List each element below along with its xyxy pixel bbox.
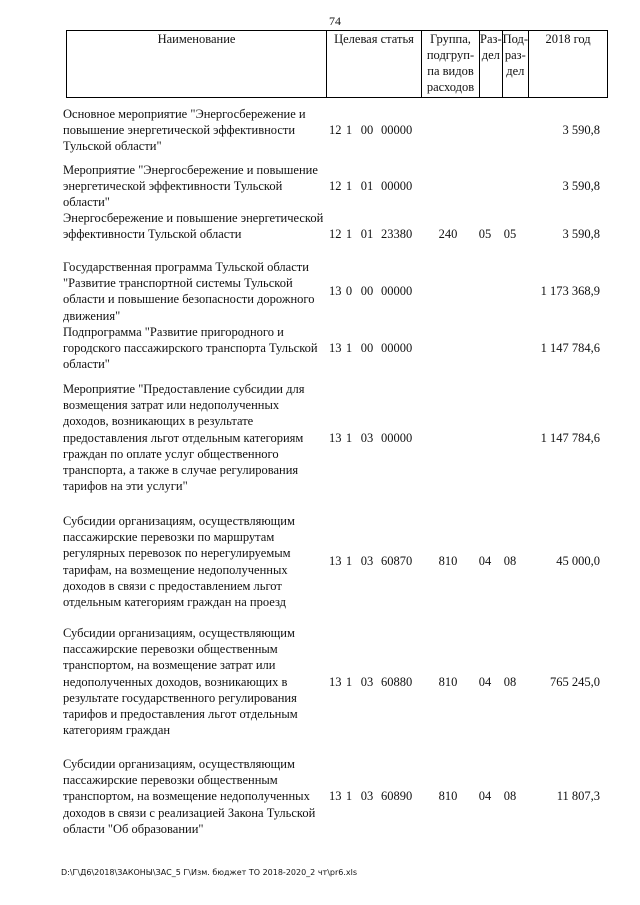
target-code-event: 01 [360, 179, 374, 193]
section-code: 04 [478, 675, 492, 689]
table-row [63, 756, 603, 841]
table-row [63, 106, 603, 156]
target-code-event: 00 [360, 284, 374, 298]
expense-group: 810 [438, 554, 458, 568]
target-code-direction: 00000 [381, 431, 413, 445]
amount: 45 000,0 [556, 554, 600, 568]
amount: 1 173 368,9 [540, 284, 600, 298]
target-code-program: 13 [329, 341, 342, 355]
target-code-subprogram: 1 [345, 123, 353, 137]
amount: 3 590,8 [562, 227, 600, 241]
target-code-event: 03 [360, 789, 374, 803]
expense-group: 810 [438, 789, 458, 803]
header-target-article: Целевая статья [327, 31, 422, 98]
amount: 1 147 784,6 [540, 341, 600, 355]
header-year: 2018 год [529, 31, 608, 98]
header-expense-group: Группа, подгруп- па видов расходов [422, 31, 480, 98]
target-code-event: 03 [360, 431, 374, 445]
file-path-footer: D:\Г\Д6\2018\ЗАКОНЫ\ЗАС_5 Г\Изм. бюджет ТО 2018-2020_2 чт\pr6.xls [61, 868, 358, 877]
target-code-direction: 23380 [381, 227, 413, 241]
target-code-direction: 60890 [381, 789, 413, 803]
target-code-direction: 60880 [381, 675, 413, 689]
amount: 765 245,0 [550, 675, 600, 689]
row-name: Энергосбережение и повышение энергетической эффективности Тульской области [63, 211, 324, 242]
target-code-subprogram: 1 [345, 789, 353, 803]
target-code-program: 13 [329, 284, 342, 298]
target-code-direction: 60870 [381, 554, 413, 568]
row-name: Государственная программа Тульской области "Развитие транспортной системы Тульской области и повышение безопасности дорожного движения" [63, 260, 315, 323]
table-row [63, 324, 603, 374]
table-row [63, 162, 603, 212]
subsection-code: 08 [503, 789, 517, 803]
header-section: Раз- дел [480, 31, 503, 98]
expense-group: 240 [438, 227, 458, 241]
subsection-code: 05 [503, 227, 517, 241]
page-number: 74 [329, 14, 341, 28]
expense-group: 810 [438, 675, 458, 689]
amount: 3 590,8 [562, 123, 600, 137]
table-row [63, 210, 603, 260]
subsection-code: 08 [503, 554, 517, 568]
target-code-event: 00 [360, 123, 374, 137]
target-code-direction: 00000 [381, 341, 413, 355]
target-code-subprogram: 1 [345, 431, 353, 445]
target-code-direction: 00000 [381, 179, 413, 193]
header-subsection: Под- раз- дел [502, 31, 528, 98]
row-name: Субсидии организациям, осуществляющим пассажирские перевозки по маршрутам регулярных перевозок по нерегулируемым тарифам, на возмещение недополученных доходов в связи с предоставлением льгот отдельным категориям граждан на проезд [63, 514, 295, 610]
target-code-program: 13 [329, 675, 342, 689]
target-code-event: 03 [360, 554, 374, 568]
target-code-event: 03 [360, 675, 374, 689]
target-code-program: 13 [329, 431, 342, 445]
table-row [63, 259, 603, 325]
row-name: Субсидии организациям, осуществляющим пассажирские перевозки общественным транспортом, на возмещение недополученных доходов в связи с реализацией Закона Тульской области "Об образовании" [63, 757, 316, 836]
row-name: Субсидии организациям, осуществляющим пассажирские перевозки общественным транспортом, на возмещение затрат или недополученных доходов, возникающих в результате государственного регулирования тарифов и предоставления льгот отдельным категориям граждан [63, 626, 298, 738]
amount: 3 590,8 [562, 179, 600, 193]
row-name: Подпрограмма "Развитие пригородного и городского пассажирского транспорта Тульской области" [63, 325, 318, 372]
target-code-subprogram: 1 [345, 227, 353, 241]
target-code-event: 00 [360, 341, 374, 355]
target-code-program: 13 [329, 554, 342, 568]
target-code-subprogram: 1 [345, 554, 353, 568]
table-row [63, 381, 603, 496]
section-code: 05 [478, 227, 492, 241]
target-code-subprogram: 1 [345, 179, 353, 193]
section-code: 04 [478, 554, 492, 568]
header-name: Наименование [67, 31, 327, 98]
row-name: Основное мероприятие "Энергосбережение и повышение энергетической эффективности Тульской области" [63, 107, 306, 154]
amount: 11 807,3 [556, 789, 600, 803]
target-code-subprogram: 0 [345, 284, 353, 298]
row-name: Мероприятие "Энергосбережение и повышение энергетической эффективности Тульской области" [63, 163, 318, 210]
target-code-subprogram: 1 [345, 675, 353, 689]
section-code: 04 [478, 789, 492, 803]
row-name: Мероприятие "Предоставление субсидии для возмещения затрат или недополученных доходов, возникающих в результате предоставления льгот отдельным категориям граждан по оплате услуг общественного транспорта, а также в случае регулирования тарифов на эти услуги" [63, 382, 305, 494]
target-code-program: 12 [329, 227, 342, 241]
target-code-program: 12 [329, 179, 342, 193]
target-code-subprogram: 1 [345, 341, 353, 355]
subsection-code: 08 [503, 675, 517, 689]
target-code-program: 13 [329, 789, 342, 803]
target-code-direction: 00000 [381, 284, 413, 298]
table-row [63, 513, 603, 613]
table-header [66, 30, 608, 98]
target-code-event: 01 [360, 227, 374, 241]
target-code-program: 12 [329, 123, 342, 137]
table-row [63, 625, 603, 740]
amount: 1 147 784,6 [540, 431, 600, 445]
target-code-direction: 00000 [381, 123, 413, 137]
